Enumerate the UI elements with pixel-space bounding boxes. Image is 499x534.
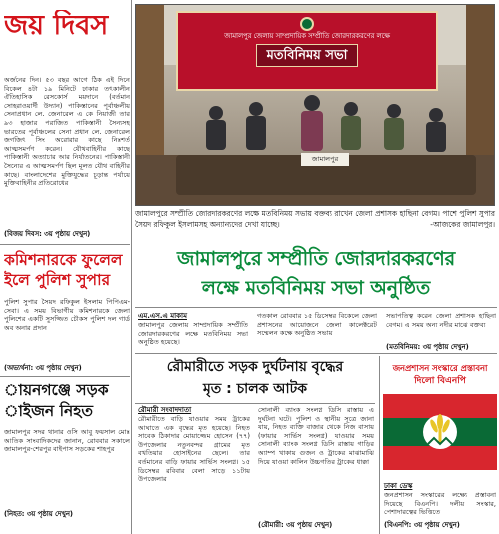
main-story-col-c: সভাপতিত্ব করেন জেলা প্রশাসক হাছিনা বেগম। এ সময় অন্য নদীর মাঝে বক্তব্য (386, 312, 496, 329)
section-divider (135, 307, 497, 308)
column-divider (0, 376, 130, 377)
column-divider (131, 0, 132, 534)
paddy-sheaf-icon (420, 410, 460, 454)
road-accident-headline-line1: ায়নগঞ্জে সড়ক (4, 381, 109, 399)
meeting-banner (176, 11, 438, 91)
meeting-photo (135, 4, 495, 206)
column-divider (379, 356, 380, 534)
main-story-continued-ref[interactable]: (মতবিনিময়: ৩য় পৃষ্ঠায় দেখুন) (386, 343, 469, 351)
main-headline-line1: জামালপুরে সম্প্রীতি জোরদারকরণের (177, 247, 455, 270)
bnp-headline-line1: জনপ্রশাসন সংস্কারে প্রস্তাবনা (392, 363, 488, 373)
section-divider (135, 403, 375, 404)
rowmari-byline: রৌমারী সংবাদদাতা (138, 406, 192, 414)
rowmari-col-b: সোনালী ব্যাংক সংলগ্ন ডিসি রাস্তায় এ দুর্ঘটনা ঘটে। পুলিশ ও স্থানীয় সূত্রে জানা যায়, নিহত ব্যক্তি বাজার থেকে নিজ বাসায় (ফায়ার সার্ভিস সংলগ্ন) যাওয়ার সময় সোনালী ব্যাংক সংলগ্ন ডিসি রাস্তায় গাড়ির অ্যাম্প খাকায় গুজন ও ট্রাকের মাঝামাঝি দিয়ে যাওয়া কালিন উচ্চগতির ট্রাকের ধাক্কা (258, 406, 374, 466)
sp-welcome-body: পুলিশ সুপার সৈয়দ রফিকুল ইসলাম পিপিএম-সেবা। এ সময় বিভাগীয় কমিশনারকে জেলা পুলিশের একটি সুসজ্জিত চৌকস পুলিশ দল গার্ড অব অনার প্রদান (4, 298, 130, 332)
rowmari-col-a: রৌমারীতে বাড়ি যাওয়ার সময় ট্রাকের আঘাতে এক বৃদ্ধের মৃত হয়েছে। নিহত সাবেক ঠিকাদার মোয়াজ্জেম হোসেন (৭৭) উপজেলার নতুনবন্দর গ্রামের মৃত বখতিয়ার হোসাইনের ছেলে। তার বর্তমানের বাড়ি ফায়ার সার্ভিস সংলগ্ন। ১৫ ডিসেম্বর রবিবার বেলা সাড়ে ১১টায় উপজেলার (138, 415, 250, 484)
banner-emblem-icon (300, 17, 314, 31)
bnp-headline (383, 362, 497, 388)
road-accident-body: জামালপুর সদর থানার ওসি আবু ফয়সাল মোঃ আতিক সাংবাদিকদের জানান, রোববার সকালে জামালপুর-শেরপুর বাইপাস সড়কের শাহপুর (4, 428, 130, 454)
photo-caption-credit: -আজকের জামালপুর। (430, 220, 495, 229)
rowmari-continued-ref[interactable]: (রৌমারী: ৩য় পৃষ্ঠায় দেখুন) (258, 521, 333, 529)
desk-name-sign: জামালপুর (301, 153, 349, 166)
bnp-flag (383, 394, 497, 470)
bnp-continued-ref[interactable]: (বিএনপি: ৩য় পৃষ্ঠায় দেখুন) (384, 521, 460, 529)
victory-day-body: অর্জনের দিন। ৫৩ বছর আগে ঠিক এই দিনে বিকেল ৪টা ১৯ মিনিটে ঢাকার তৎকালীন ঐতিহাসিক রেসকোর্স ময়দানে (বর্তমান সোহরাওয়ার্দী উদ্যান) পাকিস্তানের পূর্বাঞ্চলীয় সেনাপ্রধান লে. জেনারেল এ কে নিয়াজী তার ৯৩ হাজার পরাজিত পাকিস্তানী সৈন্যসহ ভারতের পূর্বাঞ্চলের সেনা প্রধান লে. জেনারেল জগজিৎ সিং অরোরার কাছে নিঃশর্ত আত্মসমর্পণ করেন। যৌথবাহিনীর কাছে পাকিস্তানী অত্যাচার আর নির্যাতনের। পাকিস্তানী সৈন্যের এ আত্মসমর্পণ ছিল মূলত যৌথ বাহিনীর কাছে। বাংলাদেশের মুক্তিযুদ্ধের চূড়ান্ত পর্যায়ে মুক্তিবাহিনীর প্রতিরোধের (4, 76, 130, 188)
road-accident-continued-ref[interactable]: (নিহত: ৩য় পৃষ্ঠায় দেখুন) (4, 510, 73, 518)
main-story-byline: এম.এস.এ মাকাম (138, 312, 187, 320)
victory-day-continued-ref[interactable]: (বিজয় দিবস: ৩য় পৃষ্ঠায় দেখুন) (4, 230, 91, 238)
bnp-byline: ঢাকা ডেস্ক (384, 482, 413, 490)
rowmari-headline (135, 356, 375, 400)
rowmari-headline-line1: রৌমারীতে সড়ক দুর্ঘটনায় বৃদ্ধের (166, 359, 344, 375)
banner-line: জামালপুর জেলায় সাম্প্রদায়িক সম্প্রীতি জোরদারকরণের লক্ষে (224, 32, 390, 40)
road-accident-headline (4, 380, 130, 422)
bnp-headline-line2: দিলো বিএনপি (414, 376, 466, 386)
sp-welcome-continued-ref[interactable]: (অভ্যর্থনা: ৩য় পৃষ্ঠায় দেখুন) (4, 364, 82, 372)
rowmari-headline-line2: মৃত : চালক আটক (202, 381, 308, 397)
sp-welcome-headline-line2: ইলে পুলিশ সুপার (4, 271, 111, 289)
victory-day-headline: জয় দিবস (4, 10, 109, 41)
banner-title: মতবিনিময় সভা (256, 44, 359, 67)
main-story-col-b: গতকাল রোববার ১৫ ডিসেম্বর বিকেলে জেলা প্রশাসনের আয়োজনে জেলা কালেক্টরেট সম্মেলন কক্ষে অনুষ্ঠিত সভায় (257, 312, 377, 338)
column-divider (0, 244, 130, 245)
main-story-col-a: জামালপুর জেলায় সাম্প্রদায়িক সম্প্রীতি জোরদারকরণের লক্ষে মতবিনিময় সভা অনুষ্ঠিত হয়েছে। (138, 321, 248, 347)
bnp-body: জনপ্রশাসন সংস্কারের লক্ষ্যে প্রস্তাবনা দিয়েছে বিএনপি। দলীয় সংস্কার, পেশাদারত্বের ভিত্তিতে (384, 491, 496, 517)
road-accident-headline-line2: াইজন নিহত (4, 402, 94, 420)
sp-welcome-headline-line1: কমিশনারকে ফুলেল (4, 251, 123, 269)
photo-caption-text: জামালপুরে সম্প্রীতি জোরদারকরণের লক্ষে মতবিনিময় সভায় বক্তব্য রাখেন জেলা প্রশাসক হাছিনা বেগম। পাশে পুলিশ সুপার সৈয়দ রফিকুল ইসলামসহ অন্যান্যদের দেখা যাচ্ছে। (135, 209, 495, 229)
sp-welcome-headline (4, 250, 130, 290)
photo-caption (135, 208, 495, 230)
main-headline (135, 244, 497, 302)
main-headline-line2: লক্ষে মতবিনিময় সভা অনুষ্ঠিত (201, 277, 431, 299)
section-divider (135, 353, 497, 354)
